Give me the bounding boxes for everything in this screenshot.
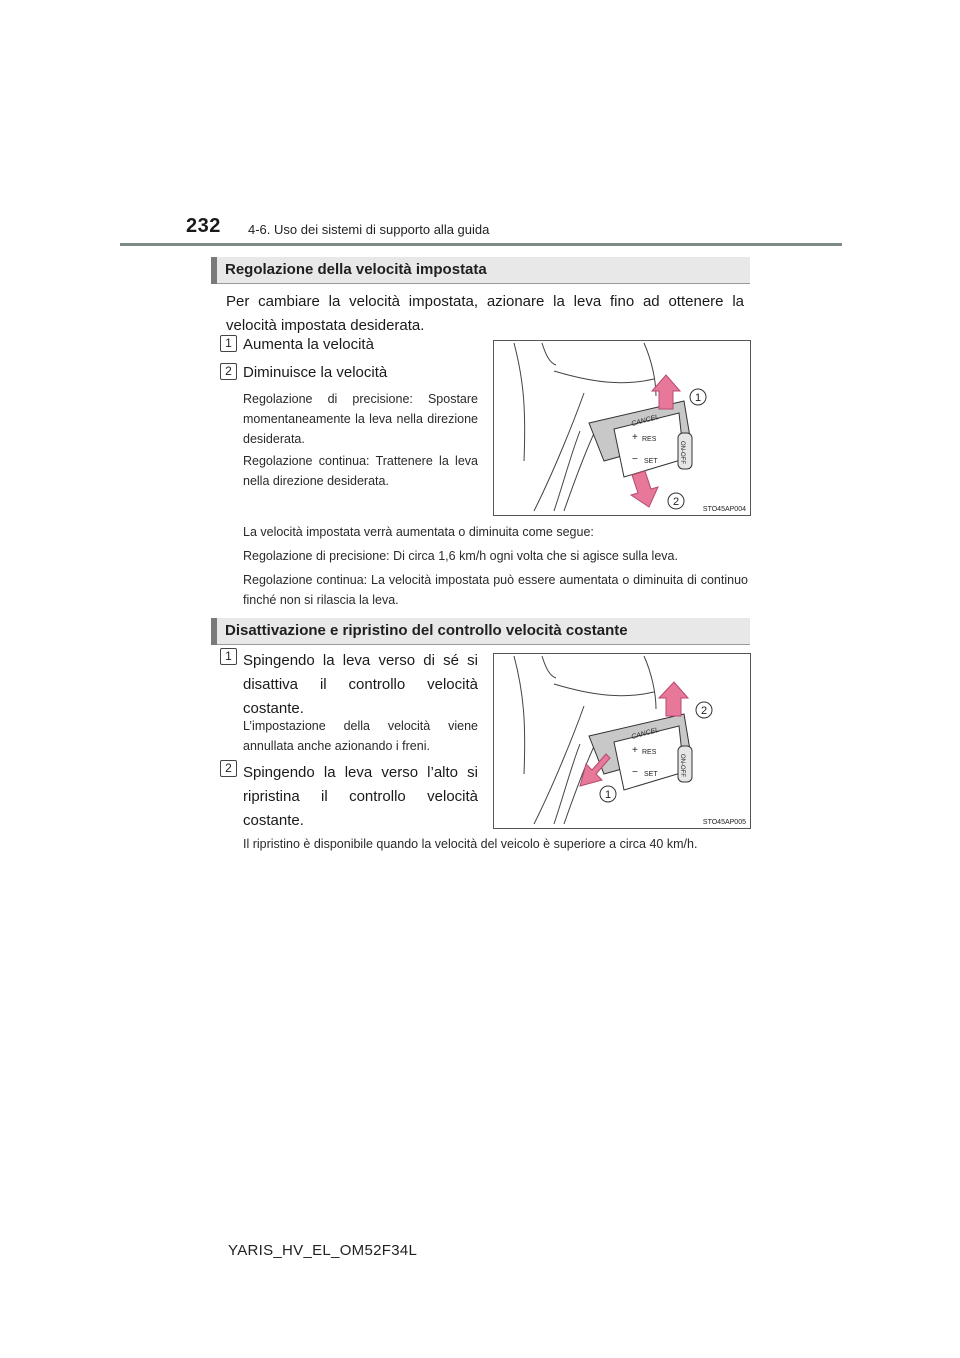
running-header: 4-6. Uso dei sistemi di supporto alla guida bbox=[248, 222, 490, 237]
callout-2: 2 bbox=[700, 705, 708, 717]
note-precision: Regolazione di precisione: Spostare momentaneamente la leva nella direzione desiderata. bbox=[243, 392, 478, 446]
step-number-1: 1 bbox=[220, 335, 237, 352]
callout-2: 2 bbox=[672, 496, 680, 508]
plus-label: + bbox=[632, 432, 638, 443]
lever-illustration-2 bbox=[493, 653, 751, 829]
page-number: 232 bbox=[186, 215, 221, 237]
lever-drawing bbox=[494, 654, 750, 828]
res-label: RES bbox=[642, 436, 657, 443]
onoff-label: ON-OFF bbox=[679, 754, 685, 777]
intro-paragraph: Per cambiare la velocità impostata, azionare la leva fino ad ottenere la velocità impostata desiderata. bbox=[226, 293, 744, 334]
after-paragraph: Regolazione continua: La velocità impostata può essere aumentata o diminuita di continuo finché non si rilascia la leva. bbox=[243, 573, 748, 607]
figure-code: STO45AP004 bbox=[702, 506, 746, 513]
step-text: Aumenta la velocità bbox=[243, 336, 374, 353]
note-continuous: Regolazione continua: Trattenere la leva nella direzione desiderata. bbox=[243, 454, 478, 488]
document-code: YARIS_HV_EL_OM52F34L bbox=[228, 1242, 418, 1259]
cancel-label: CANCEL bbox=[630, 413, 660, 428]
after-paragraph: Regolazione di precisione: Di circa 1,6 km/h ogni volta che si agisce sulla leva. bbox=[243, 549, 678, 563]
figure-code: STO45AP005 bbox=[702, 819, 746, 826]
minus-label: − bbox=[632, 767, 638, 778]
heading-bar bbox=[211, 257, 217, 284]
section-heading-cancel-resume bbox=[211, 618, 750, 645]
after-paragraph: Il ripristino è disponibile quando la velocità del veicolo è superiore a circa 40 km/h. bbox=[243, 837, 698, 851]
section-title: Regolazione della velocità impostata bbox=[225, 261, 487, 278]
plus-label: + bbox=[632, 745, 638, 756]
res-label: RES bbox=[642, 749, 657, 756]
step-text: Spingendo la leva verso di sé si disattiva il controllo velocità costante. bbox=[243, 652, 478, 717]
set-label: SET bbox=[644, 458, 658, 465]
cancel-label: CANCEL bbox=[630, 726, 660, 741]
section-heading-speed-adjust bbox=[211, 257, 750, 284]
callout-1: 1 bbox=[604, 789, 612, 801]
step-number-1: 1 bbox=[220, 648, 237, 665]
step-number-2: 2 bbox=[220, 363, 237, 380]
set-label: SET bbox=[644, 771, 658, 778]
header-rule bbox=[120, 243, 842, 246]
lever-drawing bbox=[494, 341, 750, 515]
step-text: Diminuisce la velocità bbox=[243, 364, 388, 381]
after-paragraph: La velocità impostata verrà aumentata o diminuita come segue: bbox=[243, 525, 594, 539]
step-text: Spingendo la leva verso l’alto si ripristina il controllo velocità costante. bbox=[243, 764, 478, 829]
minus-label: − bbox=[632, 454, 638, 465]
heading-bar bbox=[211, 618, 217, 645]
note-brakes: L’impostazione della velocità viene annullata anche azionando i freni. bbox=[243, 719, 478, 753]
lever-illustration-1 bbox=[493, 340, 751, 516]
step-number-2: 2 bbox=[220, 760, 237, 777]
callout-1: 1 bbox=[694, 392, 702, 404]
section-title: Disattivazione e ripristino del controllo velocità costante bbox=[225, 622, 628, 639]
onoff-label: ON-OFF bbox=[679, 441, 685, 464]
